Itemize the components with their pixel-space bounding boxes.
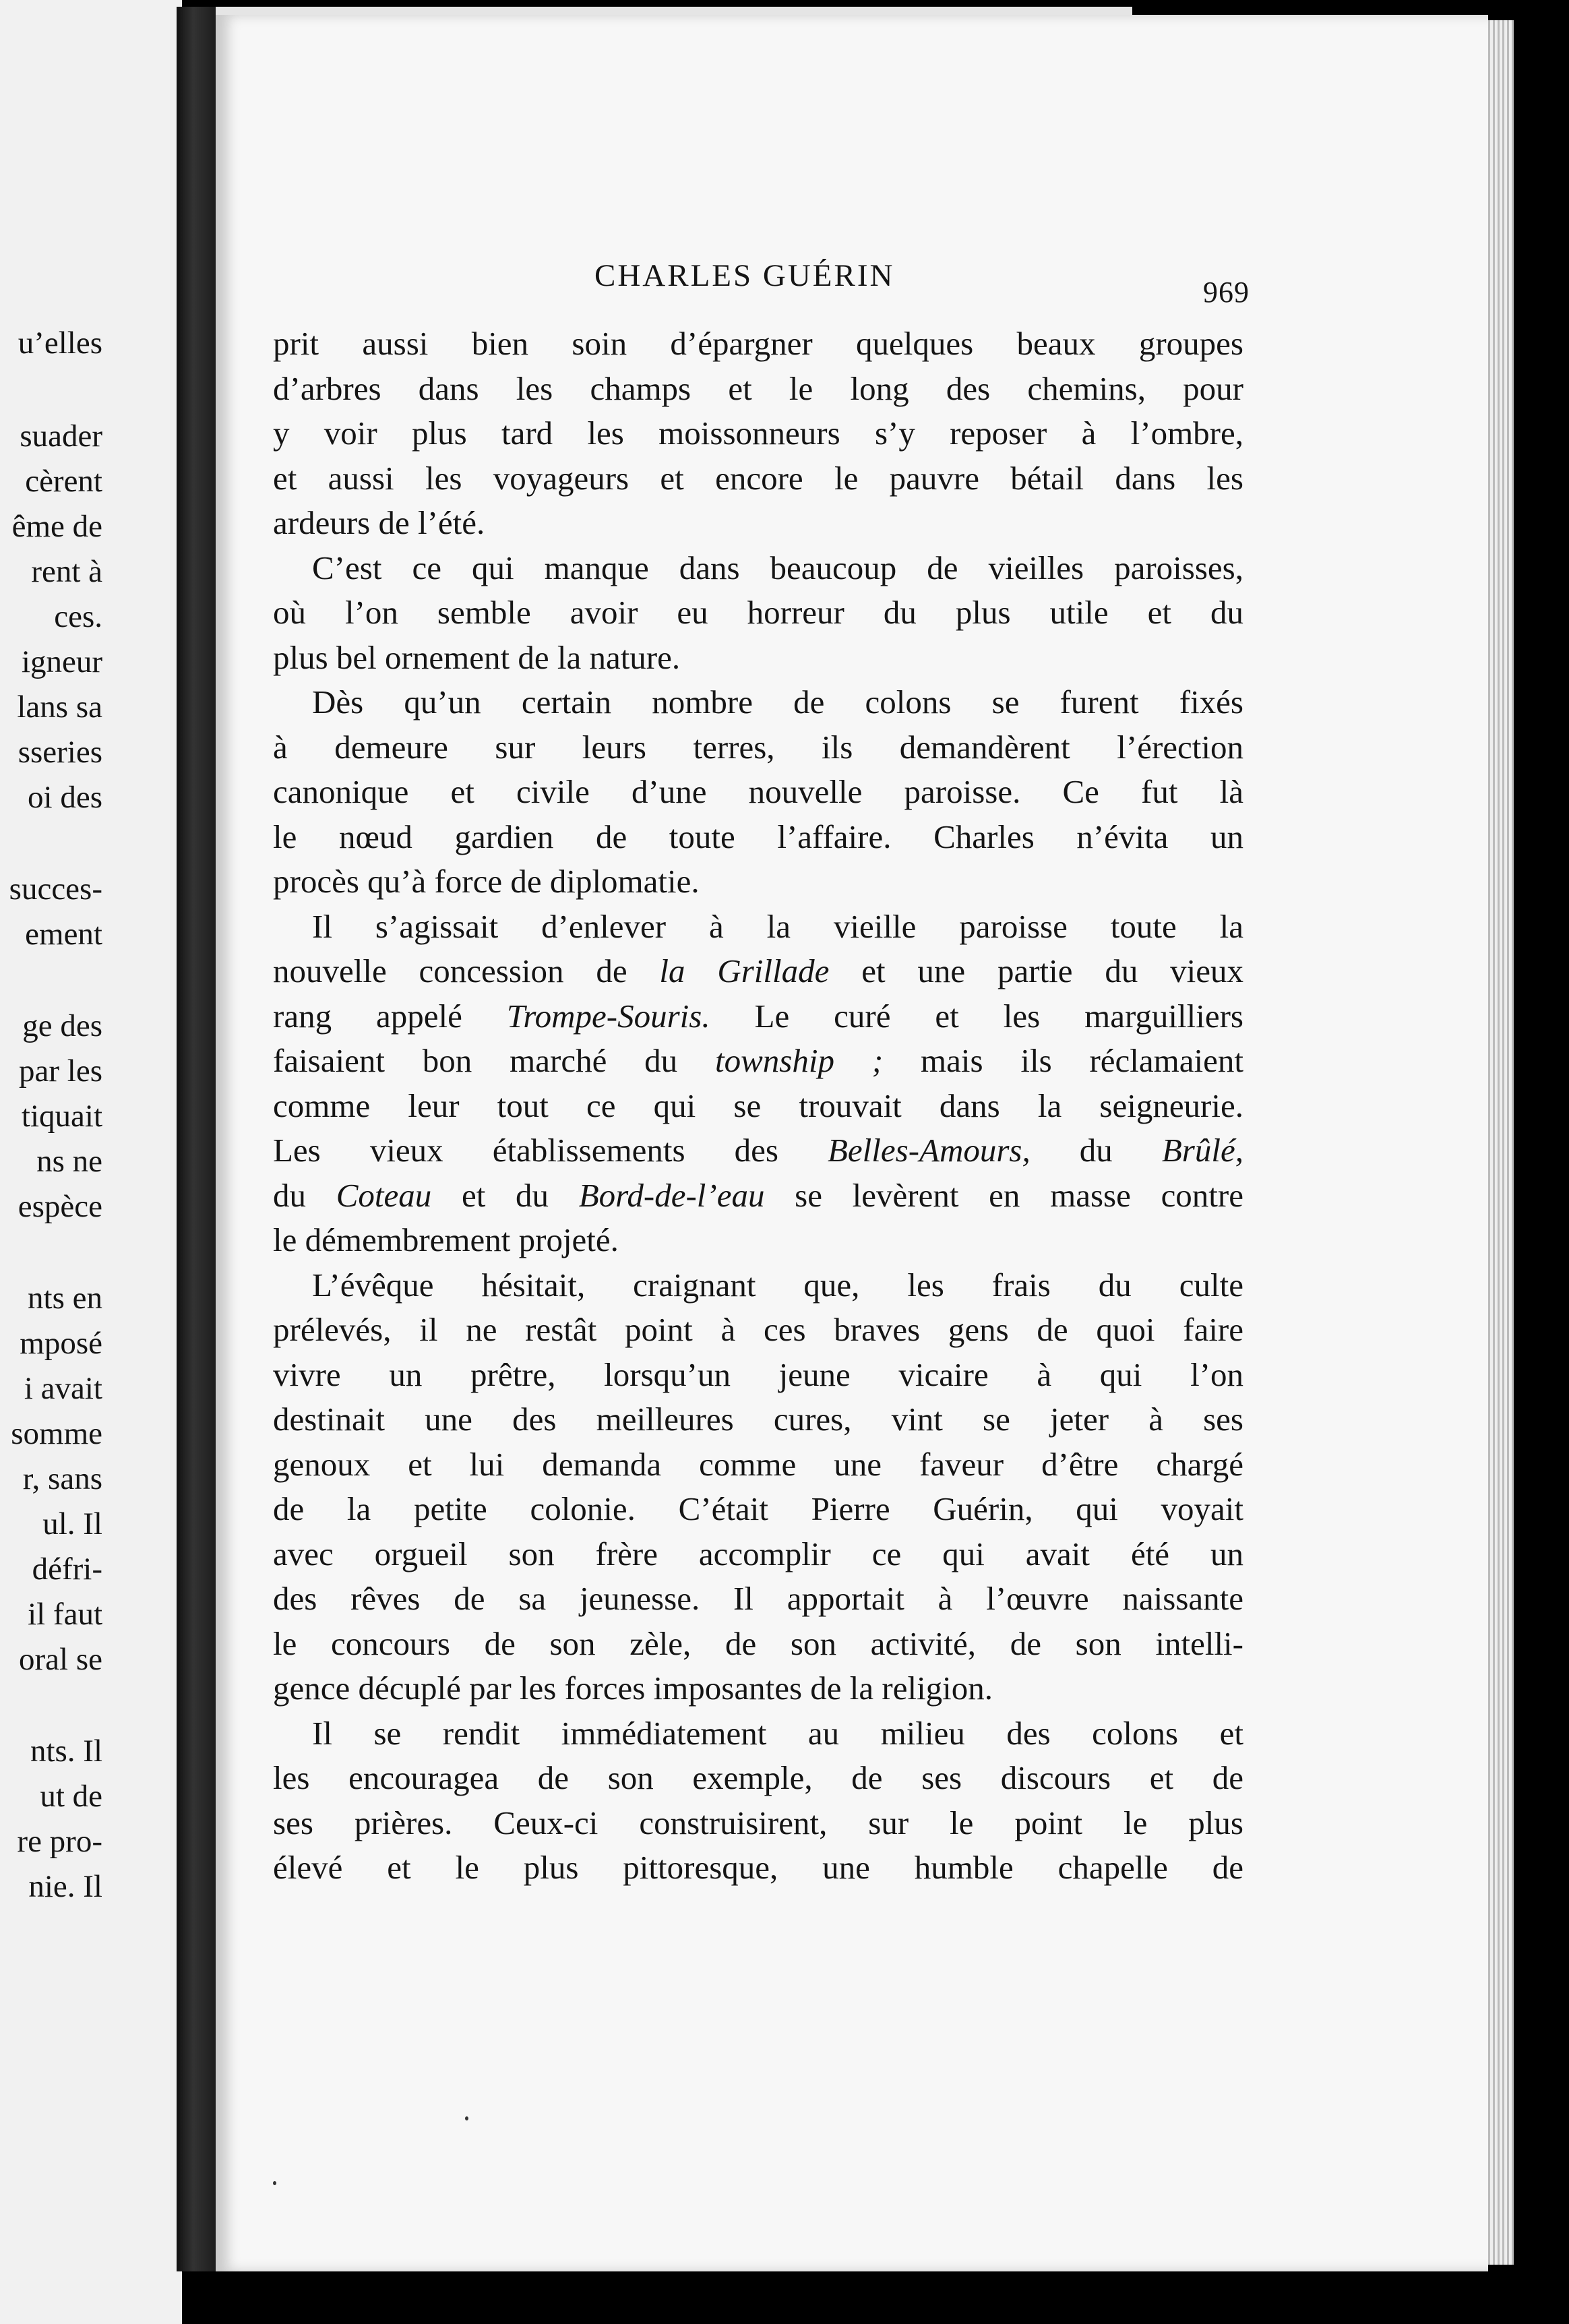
text-line: élevé et le plus pittoresque, une humble chapelle de — [273, 1849, 1243, 1886]
text-line: Il se rendit immédiatement au milieu des colons et — [312, 1714, 1243, 1752]
place-name: Bord-de-l’eau — [578, 1176, 765, 1214]
emphasis: township ; — [715, 1042, 884, 1079]
left-page-line: sseries — [18, 735, 102, 770]
text-line: Les vieux établissements des Belles-Amours, du Brûlé, — [273, 1132, 1243, 1169]
left-page-line: igneur — [21, 644, 102, 679]
text-line: où l’on semble avoir eu horreur du plus utile et du — [273, 594, 1243, 631]
text-line: et aussi les voyageurs et encore le pauvre bétail dans les — [273, 459, 1243, 497]
text-line: prélevés, il ne restât point à ces braves gens de quoi faire — [273, 1311, 1243, 1348]
left-page-line: ul. Il — [42, 1506, 102, 1541]
text-line: Il s’agissait d’enlever à la vieille paroisse toute la — [312, 907, 1243, 945]
left-page-line: rent à — [31, 554, 102, 589]
place-name: la Grillade — [659, 952, 830, 989]
text-line: ardeurs de l’été. — [273, 504, 485, 541]
left-page-line: espèce — [18, 1189, 102, 1224]
left-page-line: mposé — [20, 1326, 102, 1361]
text-line: prit aussi bien soin d’épargner quelques beaux groupes — [273, 325, 1243, 362]
place-name: Trompe-Souris. — [506, 997, 710, 1035]
page-number: 969 — [1203, 276, 1250, 309]
paragraph — [273, 546, 1243, 681]
text-line: le démembrement projeté. — [273, 1221, 619, 1258]
left-page-line: ement — [25, 917, 102, 952]
text-line: procès qu’à force de diplomatie. — [273, 863, 700, 900]
place-name: Belles-Amours, — [827, 1132, 1030, 1169]
left-page-line: ême de — [11, 509, 102, 544]
left-page-line: re pro- — [17, 1824, 102, 1859]
left-page-line: par les — [19, 1053, 102, 1089]
text-line: à demeure sur leurs terres, ils demandèrent l’érection — [273, 728, 1243, 766]
book-gutter — [177, 7, 218, 2271]
left-page-line: ge des — [22, 1008, 102, 1043]
text-line: avec orgueil son frère accomplir ce qui avait été un — [273, 1535, 1243, 1572]
text-line: y voir plus tard les moissonneurs s’y reposer à l’ombre, — [273, 415, 1243, 452]
text-line: le nœud gardien de toute l’affaire. Charles n’évita un — [273, 818, 1243, 855]
text-line: genoux et lui demanda comme une faveur d’être chargé — [273, 1445, 1243, 1483]
place-name: Brûlé, — [1161, 1132, 1243, 1169]
text-line: comme leur tout ce qui se trouvait dans la seigneurie. — [273, 1087, 1243, 1124]
left-page-line: nts. Il — [30, 1734, 102, 1769]
left-page-line: ns ne — [36, 1144, 102, 1179]
place-name: Coteau — [336, 1176, 432, 1214]
text-line: nouvelle concession de la Grillade et une partie du vieux — [273, 952, 1243, 989]
text-line: de la petite colonie. C’était Pierre Guérin, qui voyait — [273, 1490, 1243, 1527]
paragraph — [273, 1711, 1243, 1891]
text-line: C’est ce qui manque dans beaucoup de vieilles paroisses, — [312, 549, 1243, 586]
text-line: rang appelé Trompe-Souris. Le curé et les marguilliers — [273, 997, 1243, 1035]
left-page-line: somme — [11, 1416, 102, 1451]
scan-speck — [465, 2116, 468, 2120]
left-page-line: nie. Il — [28, 1869, 102, 1904]
text-line: le concours de son zèle, de son activité, de son intelli- — [273, 1624, 1243, 1662]
left-page-fragment — [0, 0, 182, 2324]
left-page-line: oral se — [19, 1642, 102, 1677]
text-line: ses prières. Ceux-ci construisirent, sur le point le plus — [273, 1804, 1243, 1841]
paragraph — [273, 905, 1243, 1263]
left-page-line: oi des — [28, 780, 102, 815]
left-page-line: nts en — [28, 1281, 102, 1316]
text-line: gence décuplé par les forces imposantes de la religion. — [273, 1670, 993, 1707]
left-page-line: succes- — [9, 872, 102, 907]
left-page-line: suader — [20, 419, 102, 454]
left-page-line: ces. — [54, 599, 102, 634]
text-line: d’arbres dans les champs et le long des chemins, pour — [273, 369, 1243, 407]
text-line: les encouragea de son exemple, de ses discours et de — [273, 1759, 1243, 1796]
left-page-line: i avait — [24, 1371, 102, 1406]
left-page-line: r, sans — [22, 1461, 102, 1496]
left-page-line: défri- — [32, 1552, 102, 1587]
running-title: CHARLES GUÉRIN — [594, 258, 895, 293]
paragraph — [273, 1263, 1243, 1711]
left-page-line: tiquait — [21, 1099, 102, 1134]
body-text — [273, 322, 1243, 1891]
text-line: plus bel ornement de la nature. — [273, 638, 681, 676]
text-line: vivre un prêtre, lorsqu’un jeune vicaire à qui l’on — [273, 1355, 1243, 1393]
text-line: Dès qu’un certain nombre de colons se furent fixés — [312, 683, 1243, 721]
left-page-line: il faut — [28, 1597, 102, 1632]
text-line: canonique et civile d’une nouvelle paroisse. Ce fut là — [273, 773, 1243, 810]
left-page-line: ut de — [40, 1779, 102, 1814]
left-page-line: u’elles — [18, 326, 102, 361]
left-page-line: lans sa — [17, 690, 102, 725]
text-line: destinait une des meilleures cures, vint se jeter à ses — [273, 1401, 1243, 1438]
page-stack-edge — [1488, 20, 1514, 2265]
left-page-line: cèrent — [25, 464, 102, 499]
text-line: du Coteau et du Bord-de-l’eau se levèrent en masse contre — [273, 1176, 1243, 1214]
paragraph — [273, 322, 1243, 546]
paragraph — [273, 680, 1243, 905]
text-line: L’évêque hésitait, craignant que, les frais du culte — [312, 1266, 1243, 1304]
text-line: faisaient bon marché du township ; mais ils réclamaient — [273, 1042, 1244, 1079]
text-line: des rêves de sa jeunesse. Il apportait à l’œuvre naissante — [273, 1580, 1243, 1617]
scan-speck — [273, 2181, 276, 2185]
